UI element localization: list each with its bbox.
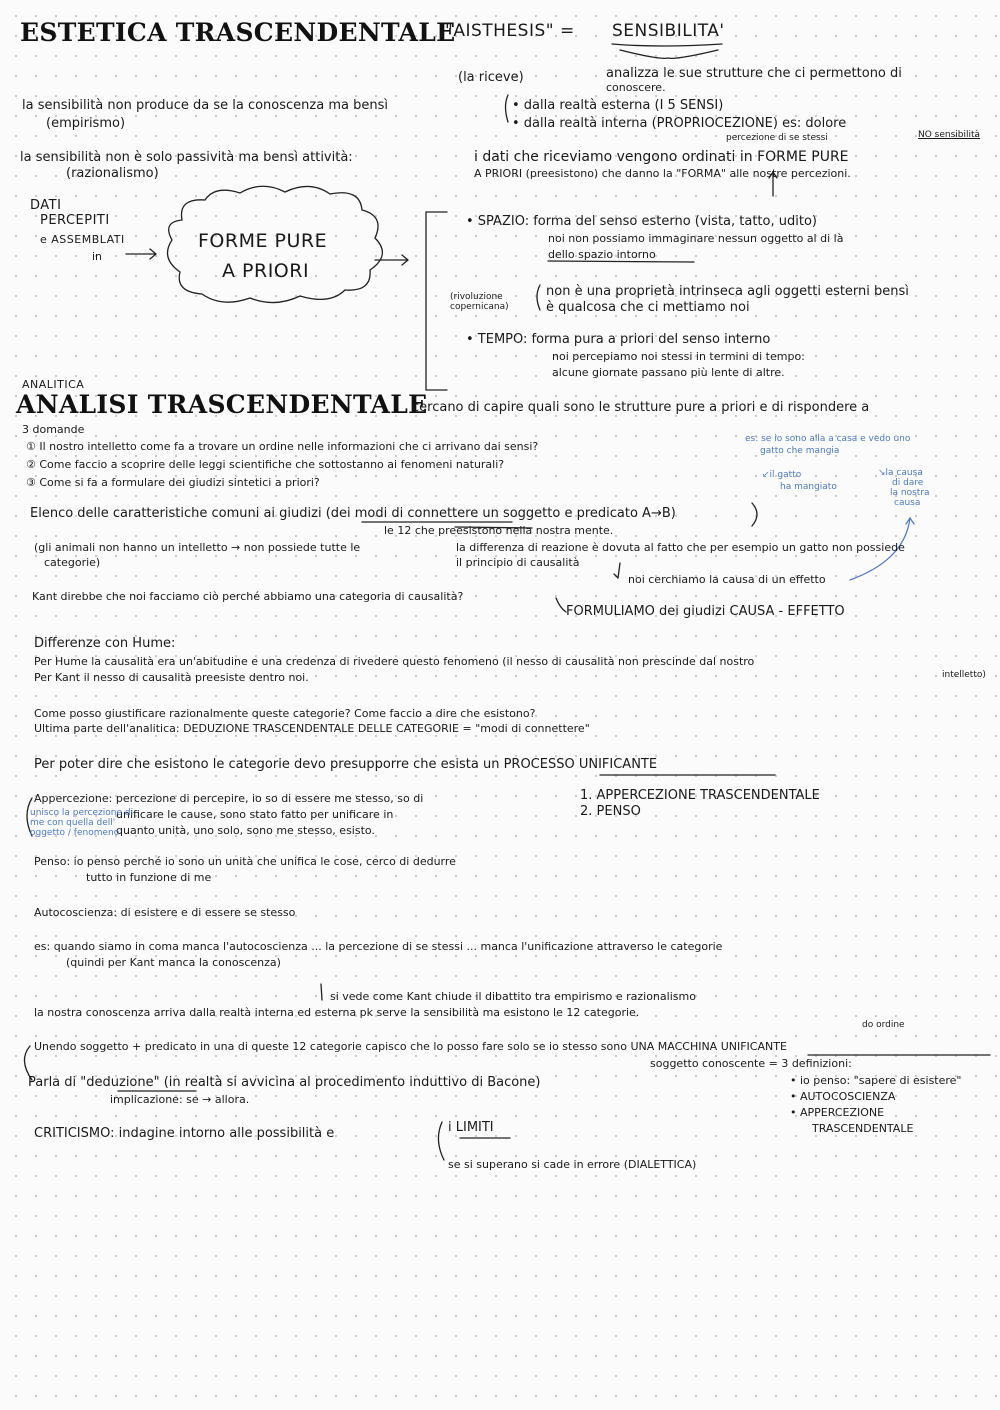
rivoluzione-note: (rivoluzione copernicana) <box>450 292 509 312</box>
definizione-2: • AUTOCOSCIENZA <box>790 1090 896 1103</box>
blue-note-3: ↘la causa <box>878 468 923 478</box>
definizione-1: • io penso: "sapere di esistere" <box>790 1074 962 1087</box>
do-ordine-note: do ordine <box>862 1020 905 1030</box>
spazio-line5: è qualcosa che ci mettiamo noi <box>546 300 750 315</box>
cerchiamo-causa: noi cerchiamo la causa di un effetto <box>628 573 826 586</box>
limiti-text: i LIMITI <box>448 1120 494 1135</box>
blue-note-2: ↙il gatto <box>762 470 802 480</box>
blue-note-1b: gatto che mangia <box>760 446 840 456</box>
unendo-text: Unendo soggetto + predicato in una di queste 12 categorie capisco che lo posso fare solo se io stesso sono UNA MACCHINA UNIFICANTE <box>34 1040 787 1053</box>
blue-note-3b: di dare <box>892 478 924 488</box>
penso-line1: Penso: io penso perché io sono un unità che unifica le cose, cerco di dedurre <box>34 855 456 868</box>
implicazione-text: implicazione: se → allora. <box>110 1093 250 1106</box>
definizione-3: • APPERCEZIONE <box>790 1106 885 1119</box>
dati-line1: i dati che riceviamo vengono ordinati in FORME PURE <box>474 149 849 165</box>
empirismo-note: (empirismo) <box>46 116 126 131</box>
blue-note-2b: ha mangiato <box>780 482 837 492</box>
giustificare-text: Come posso giustificare razionalmente queste categorie? Come faccio a dire che esistono? <box>34 707 536 720</box>
forme-pure-cloud-line1: FORME PURE <box>198 230 328 252</box>
realta-esterna: • dalla realtà esterna (I 5 SENSI) <box>512 98 724 113</box>
domanda-1: ① Il nostro intelletto come fa a trovare un ordine nelle informazioni che ci arrivano dai sensi? <box>26 440 539 453</box>
razionalismo-note: (razionalismo) <box>66 166 159 181</box>
chiude-text: si vede come Kant chiude il dibattito tra empirismo e razionalismo <box>330 990 696 1003</box>
dialettica-text: se si superano si cade in errore (DIALETTICA) <box>448 1158 697 1171</box>
conoscere-text: conoscere. <box>606 81 666 94</box>
kant-causa: Kant direbbe che noi facciamo ciò perché abbiamo una categoria di causalità? <box>32 590 464 603</box>
blue-apper-2: me con quella dell' <box>30 818 116 828</box>
animali-line1: (gli animali non hanno un intelletto → non possiede tutte le <box>34 541 361 554</box>
formuliamo-text: FORMULIAMO dei giudizi CAUSA - EFFETTO <box>566 604 845 619</box>
domanda-2: ② Come faccio a scoprire delle leggi scientifiche che sottostanno ai fenomeni naturali? <box>26 458 505 471</box>
conoscenza-text: la nostra conoscenza arriva dalla realtà interna ed esterna pk serve la sensibilità ma esistono le 12 categorie. <box>34 1006 640 1019</box>
analitica-label: ANALITICA <box>22 378 85 391</box>
dati-label-2: PERCEPITI <box>40 213 110 228</box>
intelletto-note: intelletto) <box>942 670 986 680</box>
analizza-text: analizza le sue strutture che ci permettono di <box>606 66 902 81</box>
sensibilita-line1: la sensibilità non produce da se la conoscenza ma bensì <box>22 98 388 113</box>
percezione-note: percezione di se stessi <box>726 133 828 143</box>
animali-line2: categorie) <box>44 556 101 569</box>
coma-line1: es: quando siamo in coma manca l'autocoscienza ... la percezione di se stessi ... manca l'unificazione attraverso le categorie <box>34 940 723 953</box>
dati-line2: A PRIORI (preesistono) che danno la "FORMA" alle nostre percezioni. <box>474 167 851 180</box>
processo-item-2: 2. PENSO <box>580 804 641 819</box>
spazio-line3: dello spazio intorno <box>548 248 656 261</box>
spazio-line1: • SPAZIO: forma del senso esterno (vista, tatto, udito) <box>466 214 817 229</box>
blue-note-3d: causa <box>894 498 921 508</box>
differenza-line2: il principio di causalità <box>456 556 580 569</box>
blue-note-3c: la nostra <box>890 488 930 498</box>
autocoscienza-text: Autocoscienza: di esistere e di essere se stesso <box>34 906 296 919</box>
hume-line2: Per Kant il nesso di causalità preesiste dentro noi. <box>34 671 309 684</box>
processo-text: Per poter dire che esistono le categorie devo presupporre che esista un PROCESSO UNIFICANTE <box>34 757 658 772</box>
section-title-analisi: ANALISI TRASCENDENTALE <box>16 390 428 419</box>
hume-line1: Per Hume la causalità era un'abitudine e una credenza di rivedere questo fenomeno (il nesso di causalità non prescinde dal nostro <box>34 655 755 668</box>
dati-label-4: in <box>92 250 103 263</box>
dati-label-3: e ASSEMBLATI <box>40 233 125 246</box>
blue-note-1: es: se io sono alla a casa e vedo uno <box>745 434 911 444</box>
coma-line2: (quindi per Kant manca la conoscenza) <box>66 956 281 969</box>
dati-label-1: DATI <box>30 198 62 213</box>
spazio-line2: noi non possiamo immaginare nessun oggetto al di là <box>548 232 844 245</box>
tempo-line1: • TEMPO: forma pura a priori del senso interno <box>466 332 771 347</box>
appercezione-line3: quanto unità, uno solo, sono me stesso, esisto. <box>116 824 375 837</box>
hume-title: Differenze con Hume: <box>34 636 176 651</box>
criticismo-text: CRITICISMO: indagine intorno alle possibilità e <box>34 1126 335 1141</box>
section-title-estetica: ESTETICA TRASCENDENTALE <box>20 18 456 47</box>
sensibilita-line2: la sensibilità non è solo passività ma bensì attività: <box>20 150 353 165</box>
elenco-text: Elenco delle caratteristiche comuni ai giudizi (dei modi di connettere un soggetto e predicato A→B) <box>30 506 676 521</box>
analisi-subtitle: cercano di capire quali sono le strutture pure a priori e di rispondere a <box>412 400 870 415</box>
sensibilita-label: SENSIBILITA' <box>612 21 725 41</box>
blue-apper-1: unisco la percezione di <box>30 808 134 818</box>
no-sensibilita-note: NO sensibilità <box>918 130 981 140</box>
appercezione-line1: Appercezione: percezione di percepire, io so di essere me stesso, so di <box>34 792 424 805</box>
realta-interna: • dalla realtà interna (PROPRIOCEZIONE) es: dolore <box>512 116 847 131</box>
soggetto-conoscente: soggetto conoscente = 3 definizioni: <box>650 1057 852 1070</box>
aisthesis-label: "AISTHESIS" = <box>445 21 575 41</box>
tempo-line3: alcune giornate passano più lente di altre. <box>552 366 785 379</box>
processo-item-1: 1. APPERCEZIONE TRASCENDENTALE <box>580 788 820 803</box>
la-riceve-note: (la riceve) <box>458 70 524 85</box>
tempo-line2: noi percepiamo noi stessi in termini di tempo: <box>552 350 805 363</box>
domande-label: 3 domande <box>22 423 85 436</box>
spazio-line4: non è una proprietà intrinseca agli oggetti esterni bensì <box>546 284 909 299</box>
parla-deduzione: Parla di "deduzione" (in realtà si avvicina al procedimento induttivo di Bacone) <box>28 1075 541 1090</box>
le-12-note: le 12 che preesistono nella nostra mente. <box>384 524 614 537</box>
penso-line2: tutto in funzione di me <box>86 871 212 884</box>
domanda-3: ③ Come si fa a formulare dei giudizi sintetici a priori? <box>26 476 320 489</box>
appercezione-line2: unificare le cause, sono stato fatto per unificare in <box>116 808 394 821</box>
definizione-4: TRASCENDENTALE <box>812 1122 914 1135</box>
deduzione-text: Ultima parte dell'analitica: DEDUZIONE TRASCENDENTALE DELLE CATEGORIE = "modi di connettere" <box>34 722 590 735</box>
differenza-line1: la differenza di reazione è dovuta al fatto che per esempio un gatto non possiede <box>456 541 905 554</box>
forme-pure-cloud-line2: A PRIORI <box>222 260 310 282</box>
blue-apper-3: oggetto / fenomeno <box>30 828 120 838</box>
